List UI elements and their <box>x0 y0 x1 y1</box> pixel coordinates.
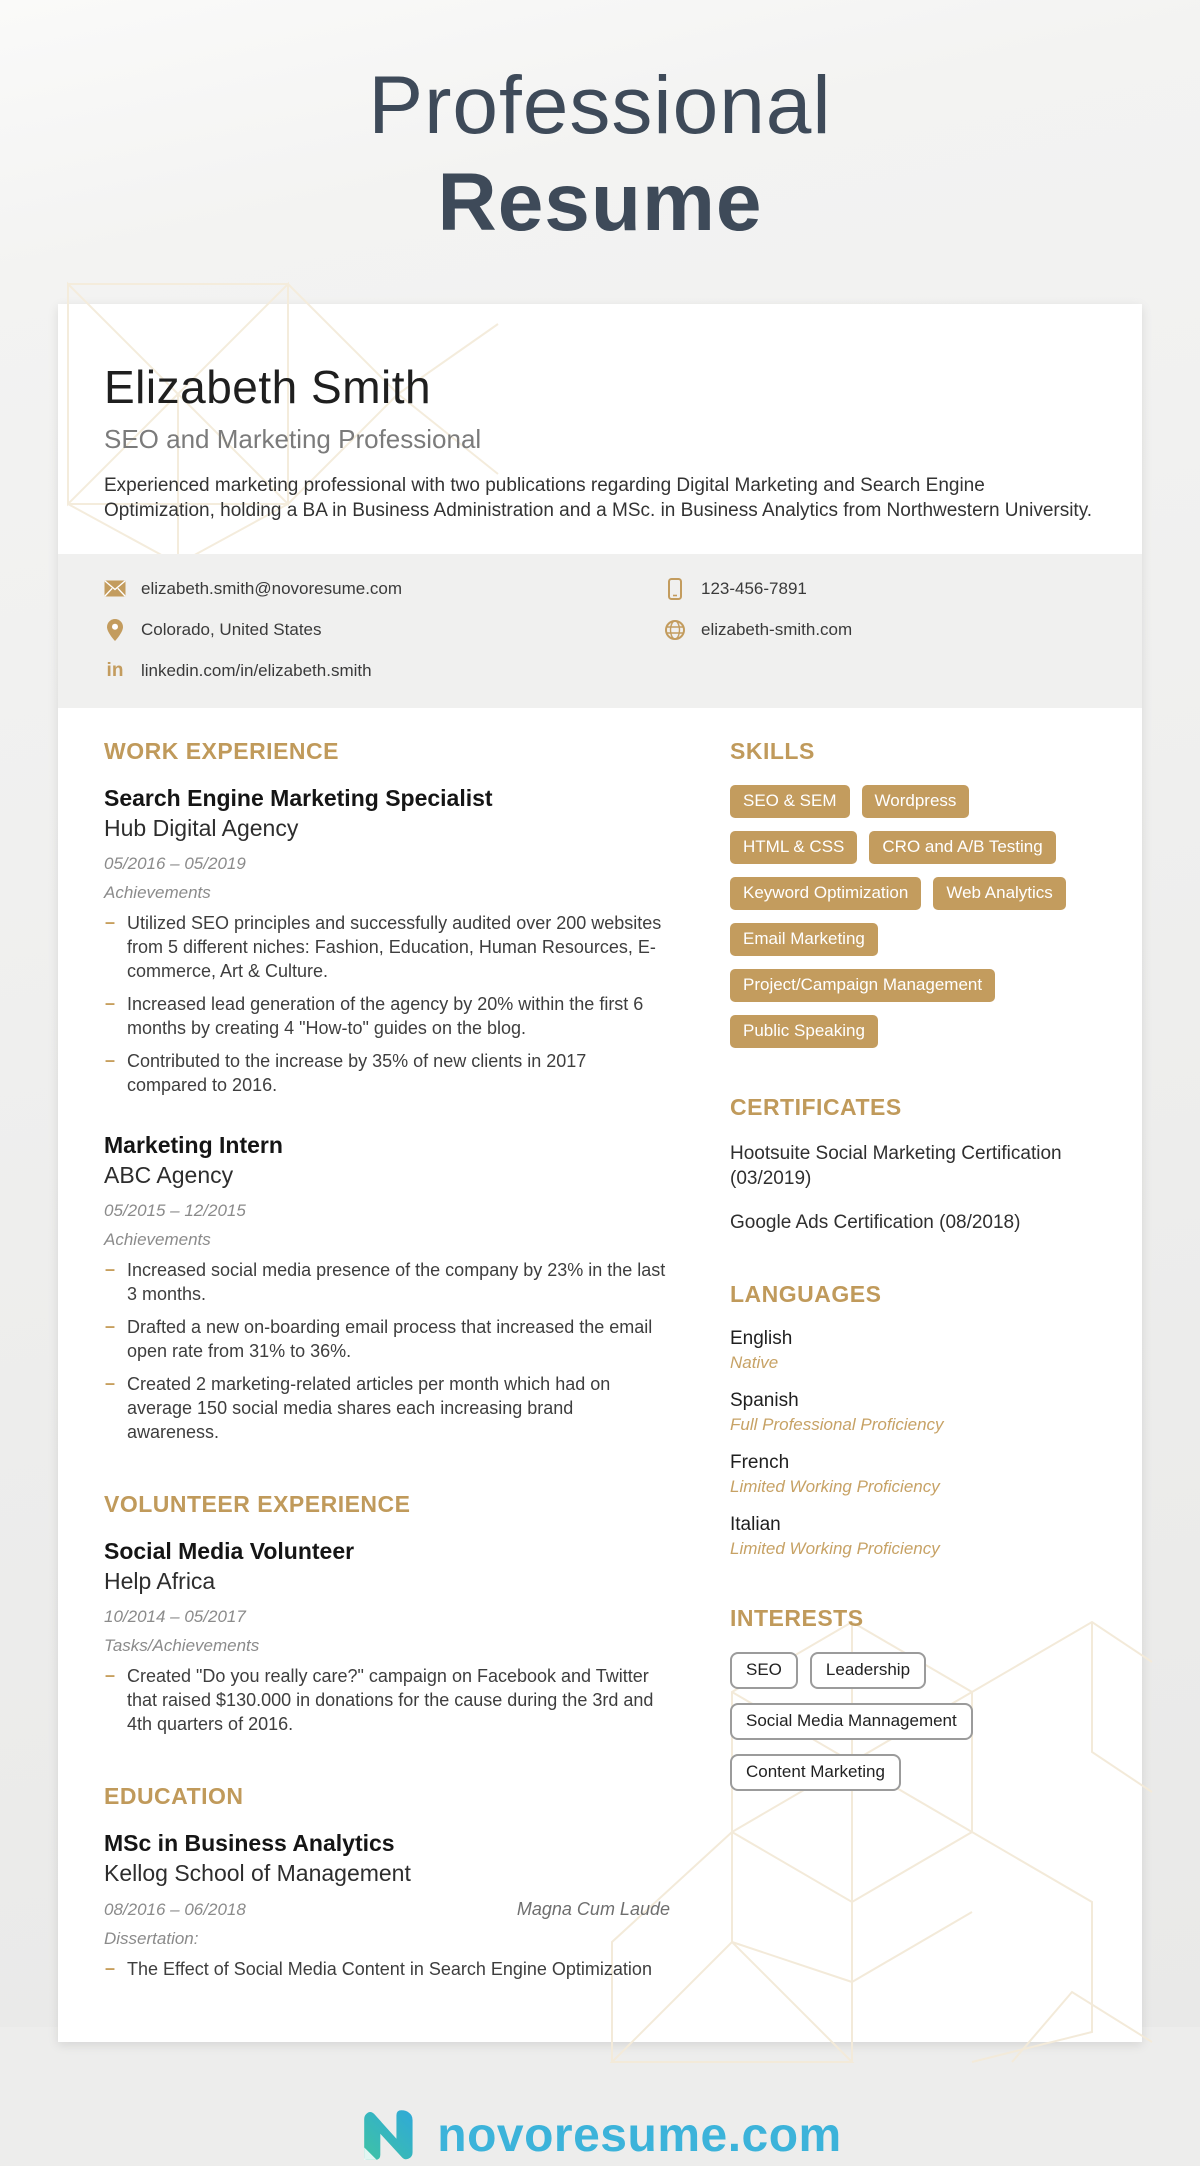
novoresume-logo-icon <box>358 2104 420 2166</box>
globe-icon <box>664 619 686 641</box>
language-name: French <box>730 1452 790 1474</box>
education-school: Kellog School of Management <box>104 1860 411 1887</box>
education-header: EDUCATION <box>104 1783 244 1810</box>
job-meta-label: Achievements <box>104 1230 211 1250</box>
skill-badge: Email Marketing <box>730 923 878 956</box>
language-name: Spanish <box>730 1390 799 1412</box>
education-entry <box>104 1830 670 1982</box>
languages-header: LANGUAGES <box>730 1281 882 1308</box>
bullet-item: – Created "Do you really care?" campaign on Facebook and Twitter that raised $130.000 in donations for the cause during the 3rd and 4th quarters of 2016. <box>104 1665 670 1737</box>
language-level: Limited Working Proficiency <box>730 1539 940 1559</box>
skill-badge: Web Analytics <box>933 877 1065 910</box>
person-name: Elizabeth Smith <box>104 360 432 413</box>
job-bullets <box>104 912 670 1098</box>
job-dates: 05/2015 – 12/2015 <box>104 1201 246 1221</box>
contact-phone-value: 123-456-7891 <box>701 578 807 598</box>
education-bullets <box>104 1958 670 1982</box>
resume-card <box>58 304 1142 2043</box>
section-skills <box>730 738 1096 1048</box>
job-meta-label: Achievements <box>104 883 211 903</box>
education-dates: 08/2016 – 06/2018 <box>104 1900 246 1920</box>
contact-email <box>104 578 664 600</box>
interest-badge: SEO <box>730 1652 798 1689</box>
section-interests <box>730 1605 1096 1791</box>
contact-location <box>104 619 664 641</box>
contact-email-value: elizabeth.smith@novoresume.com <box>141 578 403 598</box>
language-level: Native <box>730 1353 779 1373</box>
job-title: Search Engine Marketing Specialist <box>104 784 493 811</box>
person-summary: Experienced marketing professional with two publications regarding Digital Marketing and Search Engine Optimization, holding a BA in Business Administration and a MSc. in Business Analytics from Northwestern University. <box>104 474 1093 522</box>
left-column <box>104 738 670 1983</box>
bullet-item: – Created 2 marketing-related articles per month which had on average 150 social media shares each increasing brand awareness. <box>104 1373 670 1445</box>
volunteer-title: Social Media Volunteer <box>104 1537 355 1564</box>
skills-header: SKILLS <box>730 737 815 764</box>
section-volunteer-experience <box>104 1491 670 1737</box>
certificate-item: Hootsuite Social Marketing Certification (03/2019) <box>730 1142 1062 1189</box>
work-experience-header: WORK EXPERIENCE <box>104 737 339 764</box>
language-level: Limited Working Proficiency <box>730 1477 940 1497</box>
section-certificates <box>730 1094 1096 1235</box>
job-entry <box>104 785 670 1098</box>
linkedin-icon: in <box>106 660 124 682</box>
volunteer-experience-header: VOLUNTEER EXPERIENCE <box>104 1490 411 1517</box>
job-title: Marketing Intern <box>104 1131 283 1158</box>
mobile-phone-icon <box>664 578 686 600</box>
contact-linkedin-value: linkedin.com/in/elizabeth.smith <box>141 660 372 680</box>
bullet-item: – Contributed to the increase by 35% of new clients in 2017 compared to 2016. <box>104 1050 670 1098</box>
language-item <box>730 1452 1096 1497</box>
skill-badge: HTML & CSS <box>730 831 857 864</box>
certificates-header: CERTIFICATES <box>730 1093 902 1120</box>
volunteer-org: Help Africa <box>104 1568 216 1595</box>
language-item <box>730 1514 1096 1559</box>
skills-badges <box>730 785 1096 1048</box>
site-footer <box>0 2104 1200 2166</box>
job-company: ABC Agency <box>104 1162 234 1189</box>
section-education <box>104 1783 670 1982</box>
resume-body <box>58 708 1142 2043</box>
person-job-title: SEO and Marketing Professional <box>104 423 482 454</box>
skill-badge: CRO and A/B Testing <box>869 831 1055 864</box>
interest-badge: Leadership <box>810 1652 926 1689</box>
job-company: Hub Digital Agency <box>104 815 299 842</box>
bullet-item: – The Effect of Social Media Content in Search Engine Optimization <box>104 1958 670 1982</box>
volunteer-bullets <box>104 1665 670 1737</box>
language-level: Full Professional Proficiency <box>730 1415 944 1435</box>
contact-website <box>664 619 852 641</box>
skill-badge: Wordpress <box>862 785 970 818</box>
section-work-experience <box>104 738 670 1445</box>
language-name: English <box>730 1328 793 1350</box>
volunteer-entry <box>104 1538 670 1737</box>
map-pin-icon <box>104 619 126 641</box>
language-name: Italian <box>730 1514 781 1536</box>
section-languages <box>730 1281 1096 1559</box>
resume-header <box>58 304 1142 554</box>
language-item <box>730 1328 1096 1373</box>
bullet-item: – Increased social media presence of the company by 23% in the last 3 months. <box>104 1259 670 1307</box>
language-item <box>730 1390 1096 1435</box>
volunteer-meta-label: Tasks/Achievements <box>104 1636 260 1656</box>
job-entry <box>104 1132 670 1445</box>
interest-badge: Content Marketing <box>730 1754 901 1791</box>
page-title-line2: Resume <box>437 156 763 248</box>
education-meta-label: Dissertation: <box>104 1929 199 1949</box>
interests-header: INTERESTS <box>730 1605 864 1632</box>
contact-column-right <box>664 578 852 682</box>
contact-phone <box>664 578 852 600</box>
contact-website-value: elizabeth-smith.com <box>701 619 853 639</box>
interests-badges <box>730 1652 1096 1791</box>
education-honors: Magna Cum Laude <box>516 1899 670 1920</box>
skill-badge: Public Speaking <box>730 1015 878 1048</box>
envelope-icon <box>104 578 126 600</box>
interest-badge: Social Media Mannagement <box>730 1703 973 1740</box>
volunteer-dates: 10/2014 – 05/2017 <box>104 1607 246 1627</box>
education-dates-row <box>104 1899 670 1920</box>
brand-name: novoresume.com <box>437 2108 842 2162</box>
bullet-item: – Utilized SEO principles and successfully audited over 200 websites from 5 different niches: Fashion, Education, Human Resources, E-commerce, Art & Culture. <box>104 912 670 984</box>
page-title-line1: Professional <box>368 60 832 151</box>
page-title <box>0 0 1200 252</box>
contact-linkedin <box>104 660 664 682</box>
skill-badge: Keyword Optimization <box>730 877 921 910</box>
contact-band <box>58 554 1142 708</box>
job-dates: 05/2016 – 05/2019 <box>104 854 246 874</box>
contact-column-left <box>104 578 664 682</box>
right-column <box>730 738 1096 1983</box>
skill-badge: Project/Campaign Management <box>730 969 995 1002</box>
contact-location-value: Colorado, United States <box>141 619 322 639</box>
bullet-item: – Increased lead generation of the agency by 20% within the first 6 months by creating 4 "How-to" guides on the blog. <box>104 993 670 1041</box>
job-bullets <box>104 1259 670 1445</box>
certificate-item: Google Ads Certification (08/2018) <box>730 1211 1021 1233</box>
education-degree: MSc in Business Analytics <box>104 1830 395 1857</box>
bullet-item: – Drafted a new on-boarding email process that increased the email open rate from 31% to 36%. <box>104 1316 670 1364</box>
skill-badge: SEO & SEM <box>730 785 850 818</box>
